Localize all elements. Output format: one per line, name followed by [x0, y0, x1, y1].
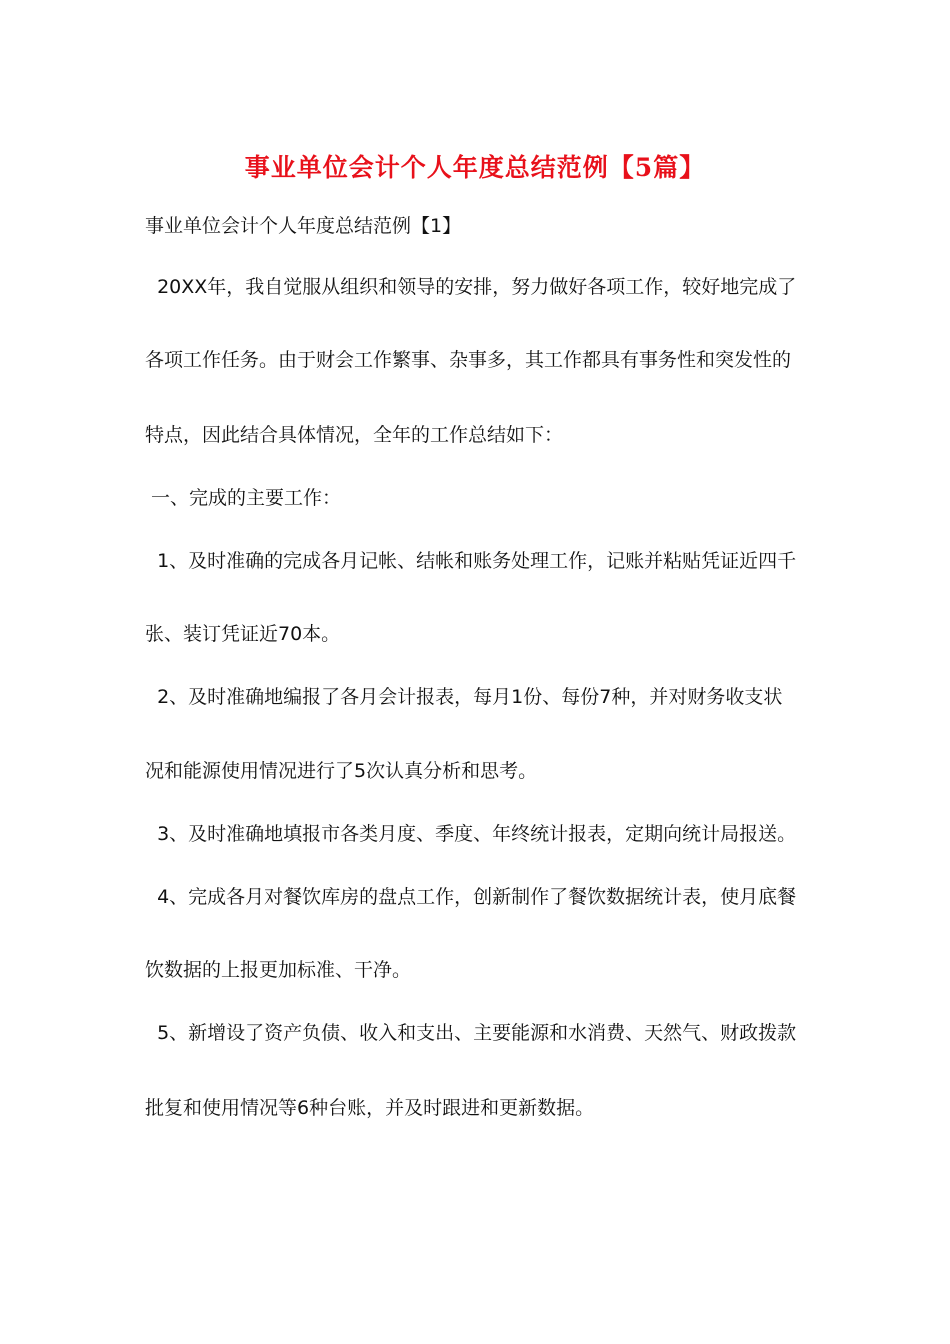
list-item-line: 批复和使用情况等6种台账，并及时跟进和更新数据。 [145, 1097, 595, 1119]
list-item-line: 饮数据的上报更加标准、干净。 [145, 959, 412, 981]
document-title: 事业单位会计个人年度总结范例【5篇】 [244, 153, 706, 182]
list-item-line: 5、新增设了资产负债、收入和支出、主要能源和水消费、天然气、财政拨款 [145, 1022, 797, 1044]
list-item-line: 况和能源使用情况进行了5次认真分析和思考。 [145, 760, 538, 782]
list-item-line: 4、完成各月对餐饮库房的盘点工作，创新制作了餐饮数据统计表，使月底餐 [145, 886, 797, 908]
paragraph-line: 20XX年，我自觉服从组织和领导的安排，努力做好各项工作，较好地完成了 [145, 276, 797, 298]
list-item-line: 3、及时准确地填报市各类月度、季度、年终统计报表，定期向统计局报送。 [145, 823, 797, 845]
list-item-line: 1、及时准确的完成各月记帐、结帐和账务处理工作，记账并粘贴凭证近四千 [145, 550, 797, 572]
list-item-line: 2、及时准确地编报了各月会计报表，每月1份、每份7种，并对财务收支状 [145, 686, 783, 708]
list-item-line: 张、装订凭证近70本。 [145, 623, 341, 645]
section-heading: 事业单位会计个人年度总结范例【1】 [145, 215, 462, 237]
paragraph-line: 特点，因此结合具体情况，全年的工作总结如下： [145, 424, 564, 446]
paragraph-line: 各项工作任务。由于财会工作繁事、杂事多，其工作都具有事务性和突发性的 [145, 349, 792, 371]
subsection-heading: 一、完成的主要工作： [145, 487, 342, 509]
